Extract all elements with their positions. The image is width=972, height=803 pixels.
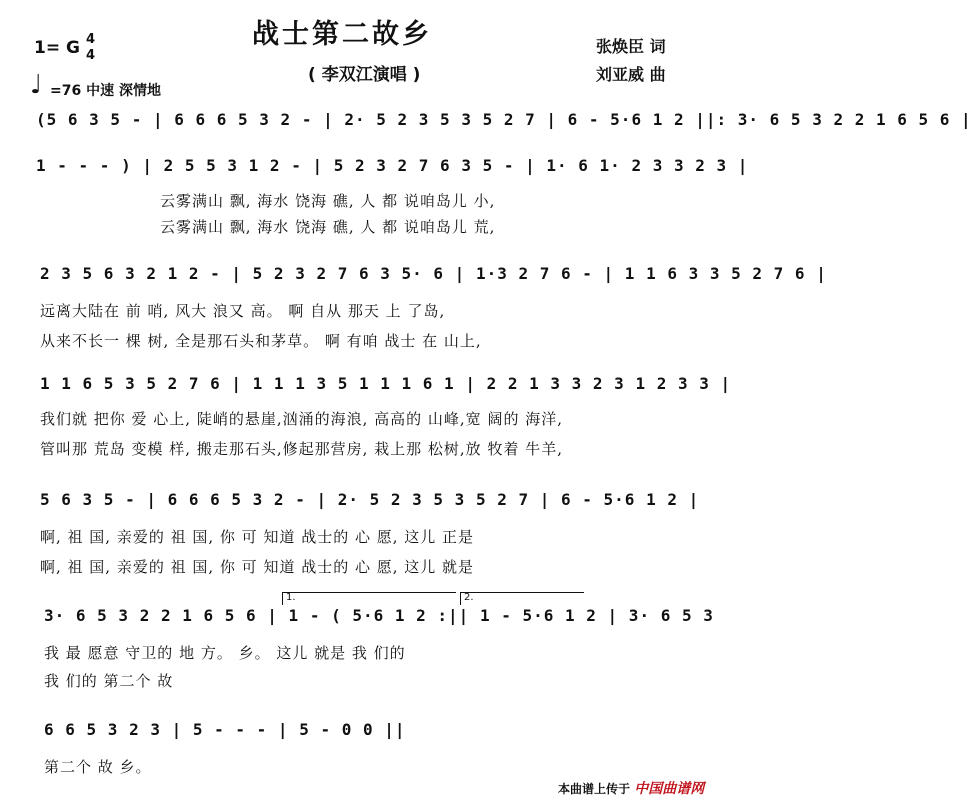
first-ending-label: 1. [286,592,296,603]
song-title: 战士第二故乡 [252,19,432,50]
score-row-4-lyric-2: 管叫那 荒岛 变模 样, 搬走那石头,修起那营房, 栽上那 松树,放 牧着 牛羊, [40,440,563,458]
score-row-4-lyric-1: 我们就 把你 爱 心上, 陡峭的悬崖,汹涌的海浪, 高高的 山峰,宽 阔的 海洋, [40,410,563,428]
score-row-5-lyric-1: 啊, 祖 国, 亲爱的 祖 国, 你 可 知道 战士的 心 愿, 这儿 正是 [40,528,475,546]
lyricist-credit: 张焕臣 词 [596,37,666,56]
time-signature [86,32,95,64]
upload-source-footer [558,778,704,798]
score-row-6-lyric-1: 我 最 愿意 守卫的 地 方。 乡。 这儿 就是 我 们的 [44,644,406,662]
composer-credit: 刘亚威 曲 [596,65,666,84]
second-ending-bracket [460,592,584,605]
time-signature-bottom: 4 [86,48,96,63]
score-row-3-lyric-1: 远离大陆在 前 哨, 风大 浪又 高。 啊 自从 那天 上 了岛, [40,302,446,320]
score-row-6-notes: 3· 6 5 3 2 2 1 6 5 6 | 1 - ( 5·6 1 2 :|| 1 - 5·6 1 2 | 3· 6 5 3 [44,606,714,625]
second-ending-label: 2. [464,592,474,603]
score-row-3-lyric-2: 从来不长一 棵 树, 全是那石头和茅草。 啊 有咱 战士 在 山上, [40,332,482,350]
performer-subtitle: ( 李双江演唱 ) [308,65,421,85]
score-row-2-notes: 1 - - - ) | 2 5 5 3 1 2 - | 5 2 3 2 7 6 3 5 - | 1· 6 1· 2 3 3 2 3 | [36,156,749,175]
score-row-2-lyric-2: 云雾满山 飘, 海水 饶海 礁, 人 都 说咱岛儿 荒, [160,218,496,236]
score-row-2-lyric-1: 云雾满山 飘, 海水 饶海 礁, 人 都 说咱岛儿 小, [160,192,496,210]
quarter-note-icon: ♩ [30,70,43,100]
score-row-6-lyric-2: 我 们的 第二个 故 [44,672,174,690]
first-ending-bracket [282,592,456,605]
score-row-5-notes: 5 6 3 5 - | 6 6 6 5 3 2 - | 2· 5 2 3 5 3 5 2 7 | 6 - 5·6 1 2 | [40,490,700,509]
score-row-3-notes: 2 3 5 6 3 2 1 2 - | 5 2 3 2 7 6 3 5· 6 | 1·3 2 7 6 - | 1 1 6 3 3 5 2 7 6 | [40,264,827,283]
score-row-4-notes: 1 1 6 5 3 5 2 7 6 | 1 1 1 3 5 1 1 1 6 1 | 2 2 1 3 3 2 3 1 2 3 3 | [40,374,732,393]
score-row-5-lyric-2: 啊, 祖 国, 亲爱的 祖 国, 你 可 知道 战士的 心 愿, 这儿 就是 [40,558,475,576]
score-row-7-notes: 6 6 5 3 2 3 | 5 - - - | 5 - 0 0 || [44,720,406,739]
key-signature: 1= G [34,38,80,58]
score-row-7-lyric-1: 第二个 故 乡。 [44,758,152,776]
footer-prefix: 本曲谱上传于 [558,782,631,796]
score-row-1-notes: (5 6 3 5 - | 6 6 6 5 3 2 - | 2· 5 2 3 5 3 5 2 7 | 6 - 5·6 1 2 ||: 3· 6 5 3 2 2 1 6 5 6 | [36,110,972,129]
time-signature-top: 4 [86,32,96,47]
site-brand-logo: 中国曲谱网 [634,781,705,797]
tempo-marking: =76 中速 深情地 [50,83,161,99]
